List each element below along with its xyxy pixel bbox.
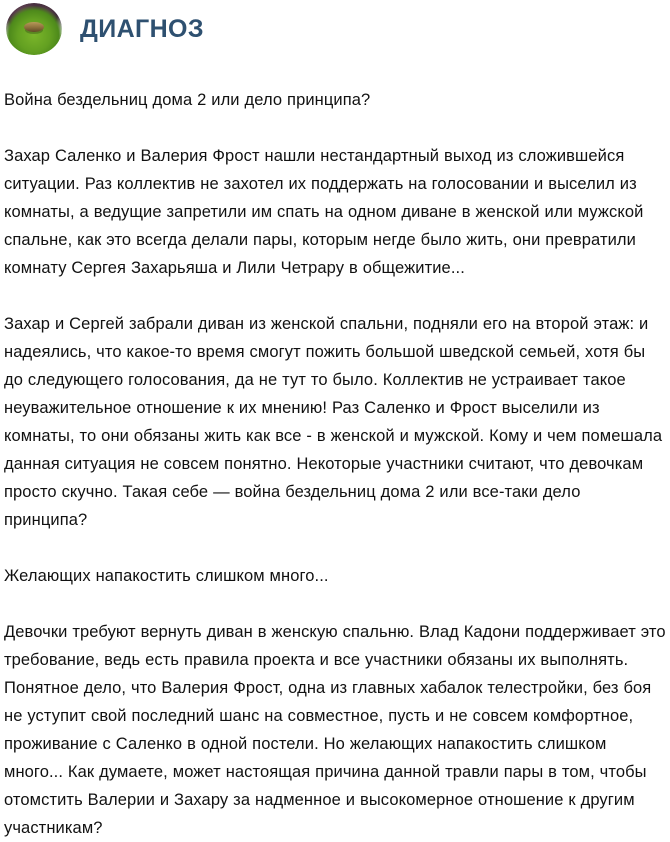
site-header [2,0,668,56]
article-body [2,86,668,842]
article-paragraph: Девочки требуют вернуть диван в женскую спальню. Влад Кадони поддерживает это требование, ведь есть правила проекта и все участники обязаны их выполнять. Понятное дело, что Валерия Фрост, одна из главных хабалок телестройки, без боя не уступит свой последний шанс на совместное, пусть и не совсем комфортное, проживание с Саленко в одной постели. Но желающих напакостить слишком много... Как думаете, может настоящая причина данной травли пары в том, чтобы отомстить Валерии и Захару за надменное и высокомерное отношение к другим участникам? [4,623,666,837]
plant-avatar-icon [6,3,62,55]
site-title[interactable]: ДИАГНОЗ [80,14,204,43]
article-paragraph: Захар и Сергей забрали диван из женской спальни, подняли его на второй этаж: и надеялись, что какое-то время смогут пожить большой шведской семьей, хотя бы до следующего голосования, да не тут то было. Коллектив не устраивает такое неуважительное отношение к их мнению! Раз Саленко и Фрост выселили из комнаты, то они обязаны жить как все - в женской и мужской. Кому и чем помешала данная ситуация не совсем понятно. Некоторые участники считают, что девочкам просто скучно. Такая себе — война бездельниц дома 2 или все-таки дело принципа? [4,315,663,529]
article-paragraph: Захар Саленко и Валерия Фрост нашли нестандартный выход из сложившейся ситуации. Раз коллектив не захотел их поддержать на голосовании и выселил из комнаты, а ведущие запретили им спать на одном диване в женской или мужской спальне, как это всегда делали пары, которым негде было жить, они превратили комнату Сергея Захарьяша и Лили Четрару в общежитие... [4,147,644,277]
article-headline: Война бездельниц дома 2 или дело принципа? [4,91,371,109]
avatar-image [6,3,62,55]
article-subheading: Желающих напакостить слишком много... [4,567,329,585]
